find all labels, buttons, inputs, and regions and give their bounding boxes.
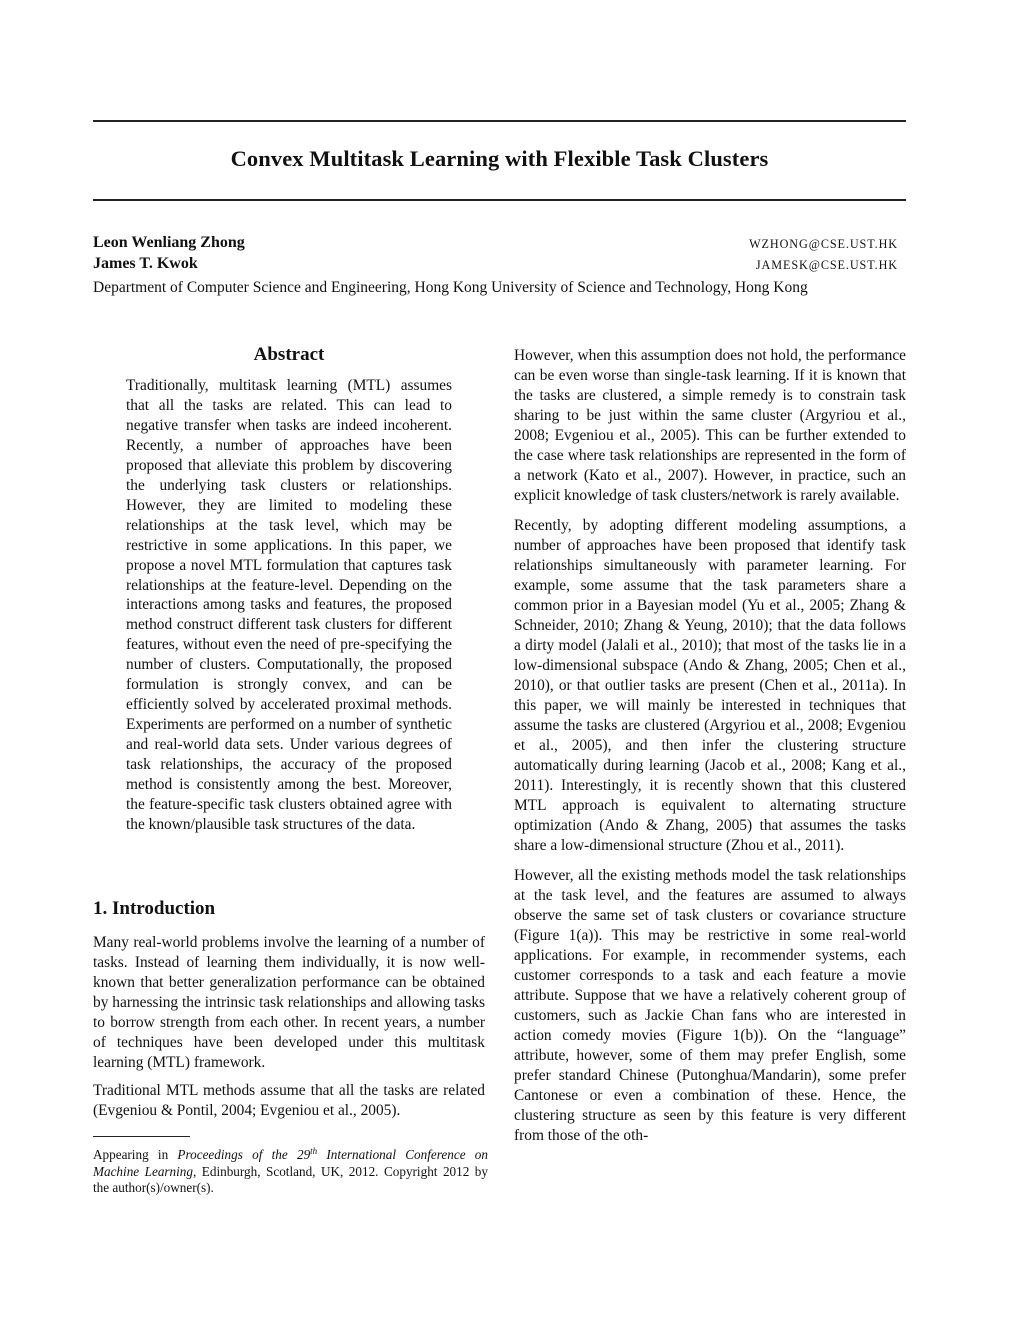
author-name: Leon Wenliang Zhong bbox=[93, 234, 245, 251]
title-rule-top bbox=[93, 120, 906, 122]
abstract-text bbox=[126, 376, 452, 835]
body-paragraph: Traditional MTL methods assume that all the tasks are related (Evgeniou & Pontil, 2004; Evgeniou et al., 2005). bbox=[93, 1082, 485, 1119]
paper-title: Convex Multitask Learning with Flexible Task Clusters bbox=[230, 146, 769, 171]
body-paragraph: However, all the existing methods model the task relationships at the task level, and the features are assumed to always observe the same set of task clusters or covariance structure (Figure 1(a)). This may be restrictive in some real-world applications. For example, in recommender systems, each customer corresponds to a task and each feature a movie attribute. Suppose that we have a relatively coherent group of customers, such as Jackie Chan fans who are interested in action comedy movies (Figure 1(b)). On the “language” attribute, however, some of them may prefer English, some prefer standard Chinese (Putonghua/Mandarin), some prefer Cantonese or even a combination of these. Hence, the clustering structure as seen by this feature is very different from those of the oth- bbox=[514, 867, 906, 1144]
right-column-body bbox=[514, 346, 906, 1146]
footnote-rest: , Edinburgh, Scotland, UK, 2012. Copyright 2012 by the author(s)/owner(s). bbox=[93, 1163, 488, 1195]
left-column-body bbox=[93, 933, 485, 1121]
body-paragraph: However, when this assumption does not hold, the performance can be even worse than single-task learning. If it is known that the tasks are clustered, a simple remedy is to constrain task sharing to be just within the same cluster (Argyriou et al., 2008; Evgeniou et al., 2005). This can be further extended to the case where task relationships are represented in the form of a network (Kato et al., 2007). However, in practice, such an explicit knowledge of task clusters/network is rarely available. bbox=[514, 347, 906, 504]
author-email: WZHONG@CSE.UST.HK bbox=[749, 237, 898, 251]
footnote-rule bbox=[93, 1136, 190, 1137]
footnote-prefix: Appearing in bbox=[93, 1147, 178, 1162]
author-name: James T. Kwok bbox=[93, 255, 198, 272]
abstract-paragraph: Traditionally, multitask learning (MTL) assumes that all the tasks are related. This can lead to negative transfer when tasks are indeed incoherent. Recently, a number of approaches have been proposed that alleviate this problem by discovering the underlying task clusters or relationships. However, they are limited to modeling these relationships at the task level, which may be restrictive in some applications. In this paper, we propose a novel MTL formulation that captures task relationships at the feature-level. Depending on the interactions among tasks and features, the proposed method construct different task clusters for different features, without even the need of pre-specifying the number of clusters. Computationally, the proposed formulation is strongly convex, and can be efficiently solved by accelerated proximal methods. Experiments are performed on a number of synthetic and real-world data sets. Under various degrees of task relationships, the accuracy of the proposed method is consistently among the best. Moreover, the feature-specific task clusters obtained agree with the known/plausible task structures of the data. bbox=[126, 377, 452, 833]
affiliation: Department of Computer Science and Engineering, Hong Kong University of Science and Technology, Hong Kong bbox=[93, 279, 808, 296]
footnote bbox=[93, 1143, 488, 1197]
body-paragraph: Recently, by adopting different modeling assumptions, a number of approaches have been proposed that identify task relationships simultaneously with parameter learning. For example, some assume that the task parameters share a common prior in a Bayesian model (Yu et al., 2005; Zhang & Schneider, 2010; Zhang & Yeung, 2010); that the data follows a dirty model (Jalali et al., 2010); that most of the tasks lie in a low-dimensional subspace (Ando & Zhang, 2005; Chen et al., 2010), or that outlier tasks are present (Chen et al., 2011a). In this paper, we will mainly be interested in techniques that assume the tasks are clustered (Argyriou et al., 2008; Evgeniou et al., 2005), and then infer the clustering structure automatically during learning (Jacob et al., 2008; Kang et al., 2011). Interestingly, it is recently shown that this clustered MTL approach is equivalent to alternating structure optimization (Ando & Zhang, 2005) that assumes the tasks share a low-dimensional structure (Zhou et al., 2011). bbox=[514, 517, 906, 854]
footnote-venue-part: Proceedings of the bbox=[177, 1147, 297, 1162]
footnote-venue-part: International Conference on Machine Learning bbox=[93, 1147, 488, 1179]
footnote-ordinal-suffix: th bbox=[310, 1146, 318, 1156]
author-email: JAMESK@CSE.UST.HK bbox=[755, 258, 898, 272]
body-paragraph: Many real-world problems involve the learning of a number of tasks. Instead of learning them individually, it is now well-known that better generalization performance can be obtained by harnessing the intrinsic task relationships and allowing tasks to borrow strength from each other. In recent years, a number of techniques have been developed under this multitask learning (MTL) framework. bbox=[93, 934, 485, 1071]
footnote-ordinal: 29 bbox=[296, 1147, 311, 1162]
section-heading-introduction: 1. Introduction bbox=[93, 898, 216, 919]
title-rule-bottom bbox=[93, 199, 906, 201]
abstract-heading: Abstract bbox=[253, 344, 325, 365]
